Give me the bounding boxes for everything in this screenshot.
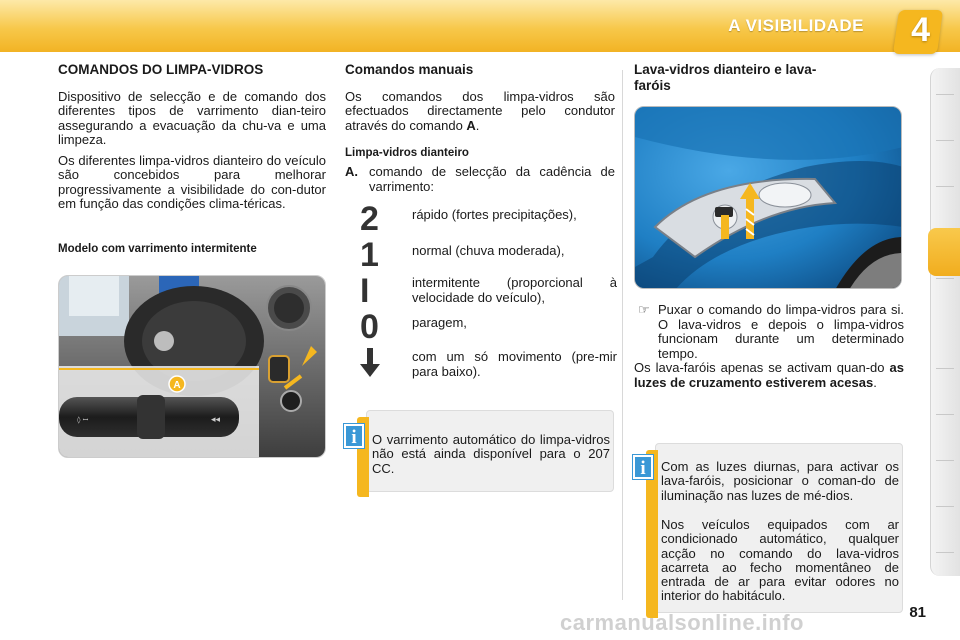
page-header xyxy=(0,0,960,52)
info-box-automatic-wiping: O varrimento automático do limpa-vidros não está ainda disponível para o 207 CC. xyxy=(366,410,614,492)
car-front-drawing xyxy=(635,107,902,289)
dashboard-drawing xyxy=(59,276,326,458)
column-wiper-controls xyxy=(58,62,326,218)
pointing-hand-icon: ☞ xyxy=(638,302,650,317)
paragraph-wiper-design: Os diferentes limpa-vidros dianteiro do veículo são concebidos para melhorar progressivamente a visibilidade do con-dutor em função das condições clima-téricas. xyxy=(58,152,326,212)
column-divider xyxy=(622,70,623,600)
info-icon: i xyxy=(633,455,653,479)
column-washers xyxy=(634,62,904,105)
info-box-headlamp-washers: Com as luzes diurnas, para activar os lava-faróis, posicionar o coman-do de iluminação nas luzes de mé-dios. Nos veículos equipados com ar condicionado automático, qualquer acção no comando do lava-vidros acarreta ao fecho momentâneo de entrada de ar para evitar odores no interior do habitáculo. xyxy=(655,443,903,613)
column-manual-controls xyxy=(345,62,615,194)
position-1-icon: 1 xyxy=(360,236,379,274)
page-number: 81 xyxy=(909,604,926,621)
steering-column-illustration xyxy=(58,275,326,458)
position-i-icon: I xyxy=(360,272,370,310)
info-icon: i xyxy=(344,424,364,448)
down-arrow-icon xyxy=(360,348,380,378)
paragraph-manual-intro: Os comandos dos limpa-vidros são efectuados directamente pelo condutor através do comando A. xyxy=(345,88,615,133)
list-item-command-a: A. comando de selecção da cadência de varrimento: xyxy=(345,164,615,194)
instruction-pull-control: ☞ Puxar o comando do limpa-vidros para si. O lava-vidros e depois o limpa-vidros funcionam durante um determinado tempo. xyxy=(638,302,904,361)
chapter-tabs xyxy=(930,68,960,576)
model-heading: Modelo com varrimento intermitente xyxy=(58,243,257,255)
svg-text:◊ ꟷ: ◊ ꟷ xyxy=(77,416,89,424)
subheading-front-wiper: Limpa-vidros dianteiro xyxy=(345,147,469,160)
headlamp-washer-note: Os lava-faróis apenas se activam quan-do as luzes de cruzamento estiverem acesas. xyxy=(634,360,904,390)
chapter-title: A VISIBILIDADE xyxy=(728,16,864,35)
svg-text:◂◂: ◂◂ xyxy=(211,415,221,425)
section-heading-wiper-controls: COMANDOS DO LIMPA-VIDROS xyxy=(58,62,264,77)
position-2-icon: 2 xyxy=(360,200,379,238)
callout-a: A xyxy=(173,380,181,391)
chapter-tab-active[interactable] xyxy=(928,228,960,276)
section-heading-manual: Comandos manuais xyxy=(345,62,474,77)
section-heading-washers: Lava-vidros dianteiro e lava-faróis xyxy=(634,62,817,93)
paragraph-description: Dispositivo de selecção e de comando dos diferentes tipos de varrimento dian-teiro assegurando a evacuação da chu-va e uma limpeza. xyxy=(58,88,326,148)
position-0-icon: 0 xyxy=(360,308,379,346)
chapter-number: 4 xyxy=(911,11,930,49)
watermark: carmanualsonline.info xyxy=(560,610,804,635)
headlamp-washer-photo xyxy=(634,106,902,289)
